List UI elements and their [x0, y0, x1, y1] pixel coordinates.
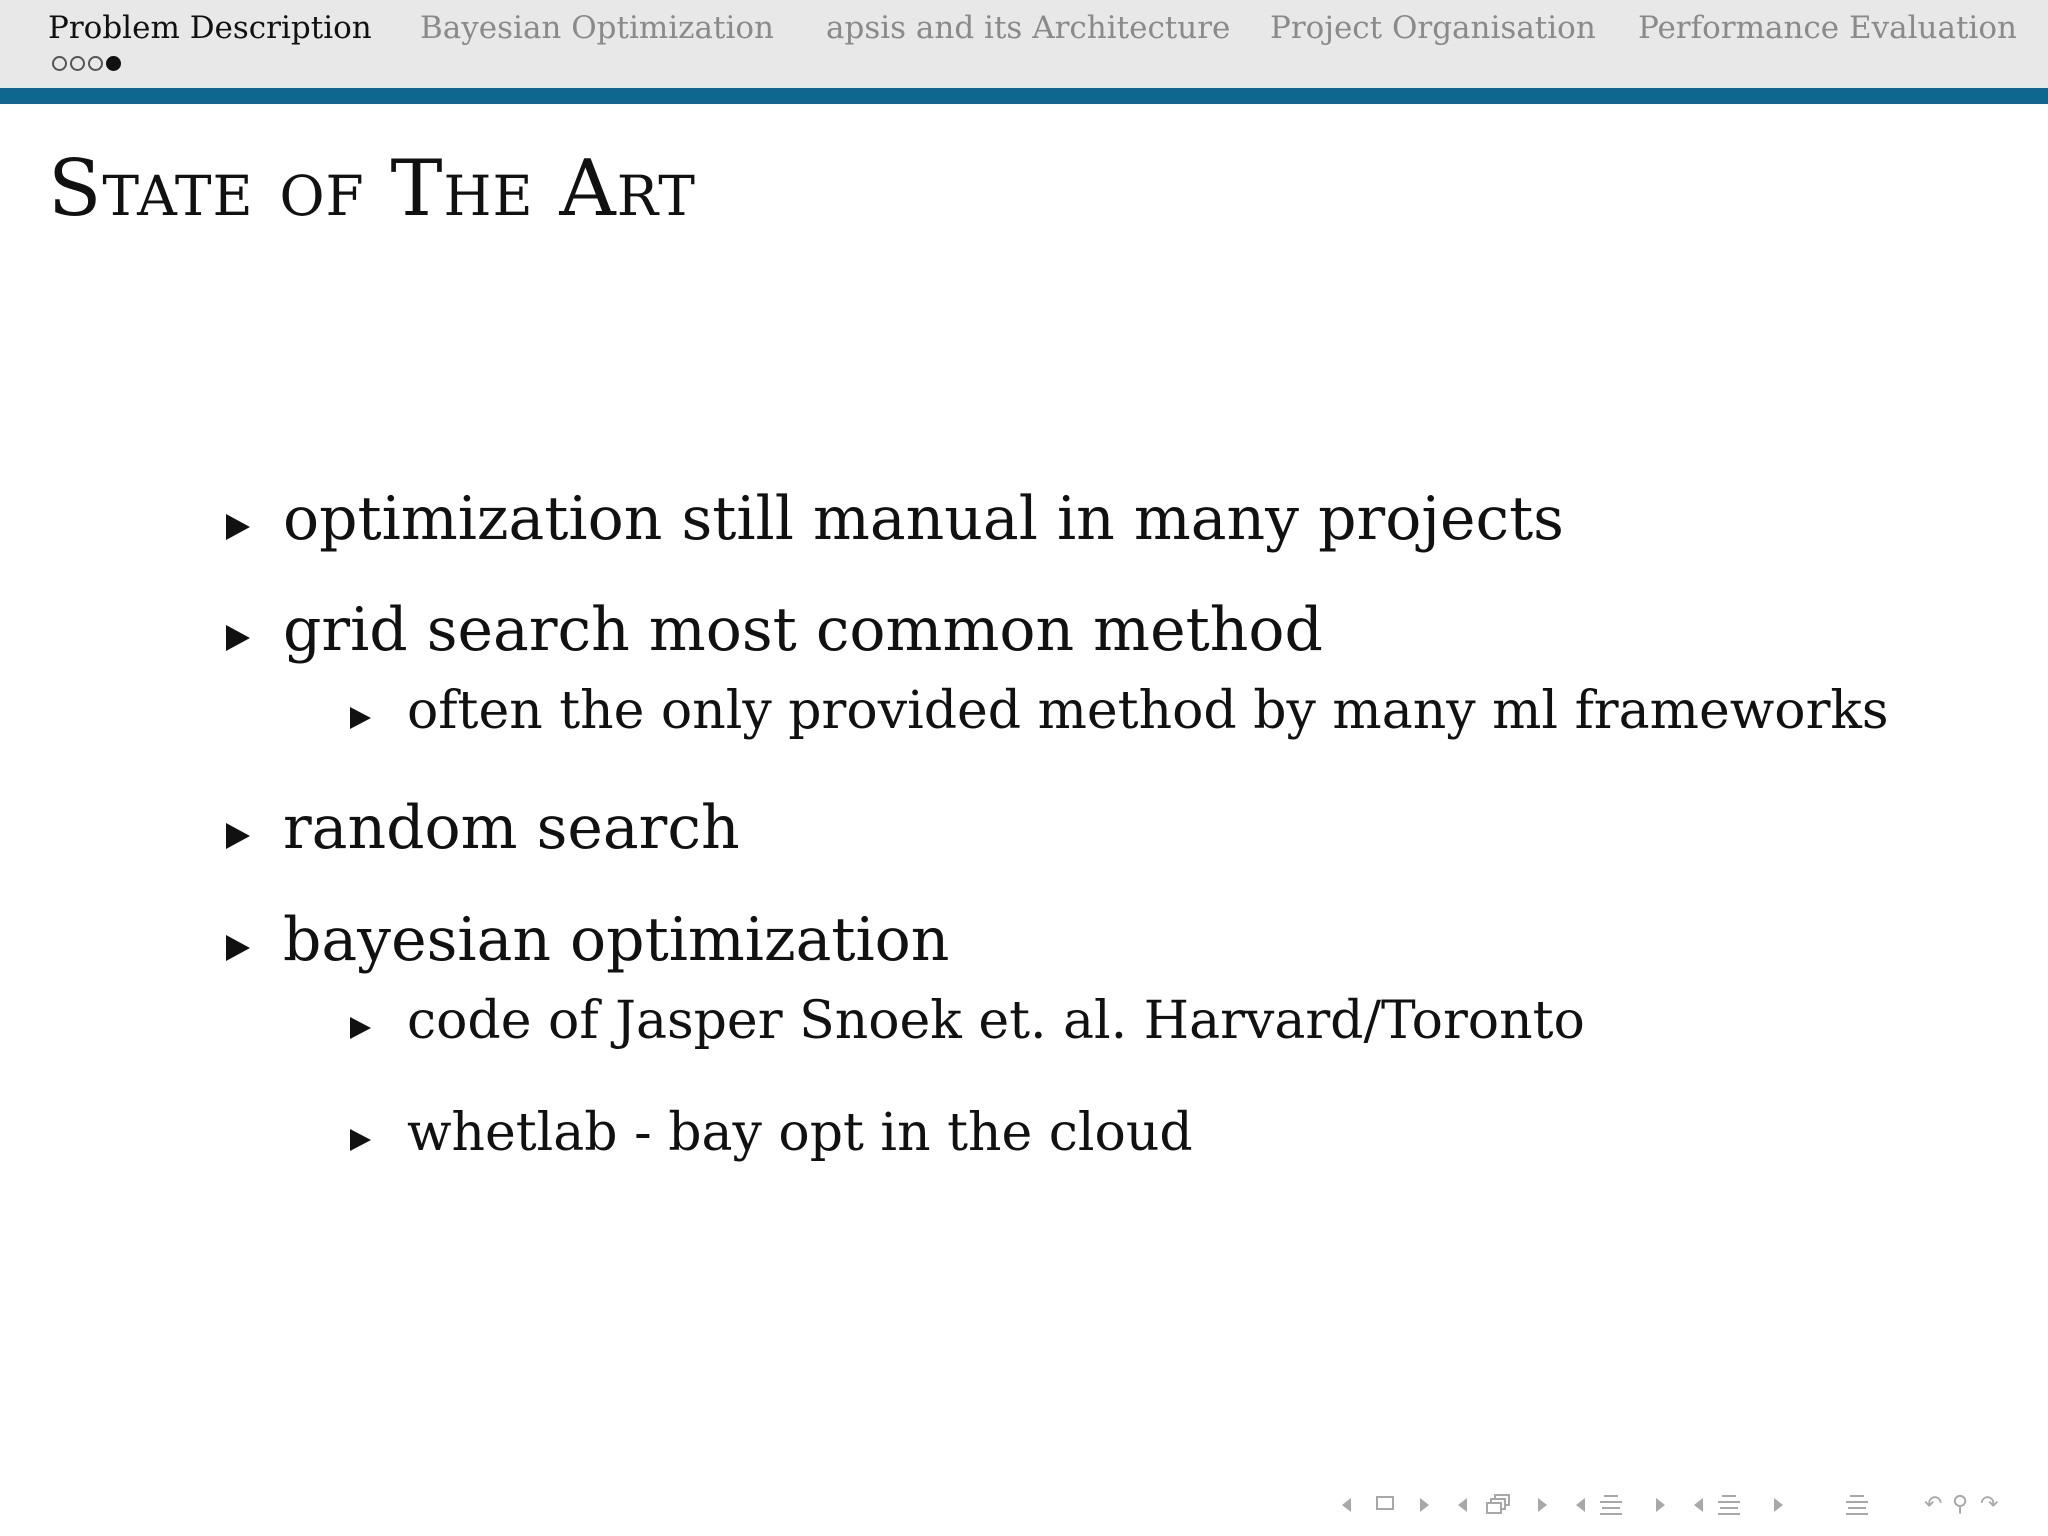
next-section-icon[interactable] [1774, 1498, 1783, 1512]
slide-icon[interactable] [1376, 1496, 1394, 1510]
forward-icon[interactable]: ↷ [1980, 1492, 1999, 1517]
back-icon[interactable]: ↶ [1924, 1492, 1943, 1517]
document-icon[interactable] [1846, 1493, 1868, 1515]
frame-dot[interactable] [52, 56, 67, 71]
subsection-icon[interactable] [1600, 1493, 1622, 1515]
sub-list-item-text: whetlab - bay opt in the cloud [407, 1103, 1193, 1163]
list-item-text: random search [283, 793, 740, 863]
prev-section-icon[interactable] [1694, 1498, 1703, 1512]
list-item-text: bayesian optimization [283, 905, 950, 975]
list-item-text: grid search most common method [283, 595, 1323, 665]
section-navigation-bar [0, 0, 2048, 88]
section-link-project-organisation[interactable]: Project Organisation [1270, 10, 1596, 46]
section-link-performance-evaluation[interactable]: Performance Evaluation [1638, 10, 2017, 46]
frame-dot-current[interactable] [106, 56, 121, 71]
section-link-bayesian-optimization[interactable]: Bayesian Optimization [420, 10, 775, 46]
frame-dot[interactable] [70, 56, 85, 71]
bullet-triangle-icon [350, 1017, 371, 1039]
prev-frame-icon[interactable] [1458, 1498, 1467, 1512]
section-icon[interactable] [1718, 1493, 1740, 1515]
next-slide-icon[interactable] [1420, 1498, 1429, 1512]
next-frame-icon[interactable] [1538, 1498, 1547, 1512]
list-item-text: optimization still manual in many projects [283, 484, 1564, 554]
frame-dot[interactable] [88, 56, 103, 71]
section-link-problem-description[interactable]: Problem Description [48, 10, 372, 46]
section-link-apsis-architecture[interactable]: apsis and its Architecture [826, 10, 1231, 46]
search-icon[interactable]: ⚲ [1952, 1492, 1969, 1517]
bullet-triangle-icon [226, 514, 250, 540]
navigation-symbols [1338, 1490, 2028, 1520]
next-subsection-icon[interactable] [1656, 1498, 1665, 1512]
prev-subsection-icon[interactable] [1576, 1498, 1585, 1512]
header-divider [0, 88, 2048, 104]
bullet-triangle-icon [226, 935, 250, 961]
frame-icon[interactable] [1486, 1494, 1512, 1516]
bullet-triangle-icon [226, 823, 250, 849]
sub-list-item-text: often the only provided method by many ml frameworks [407, 681, 1889, 741]
frame-progress-dots [52, 56, 121, 76]
bullet-triangle-icon [350, 707, 371, 729]
bullet-triangle-icon [226, 625, 250, 651]
sub-list-item-text: code of Jasper Snoek et. al. Harvard/Toronto [407, 991, 1585, 1051]
slide-title: State of The Art [48, 144, 696, 234]
prev-slide-icon[interactable] [1342, 1498, 1351, 1512]
bullet-triangle-icon [350, 1129, 371, 1151]
